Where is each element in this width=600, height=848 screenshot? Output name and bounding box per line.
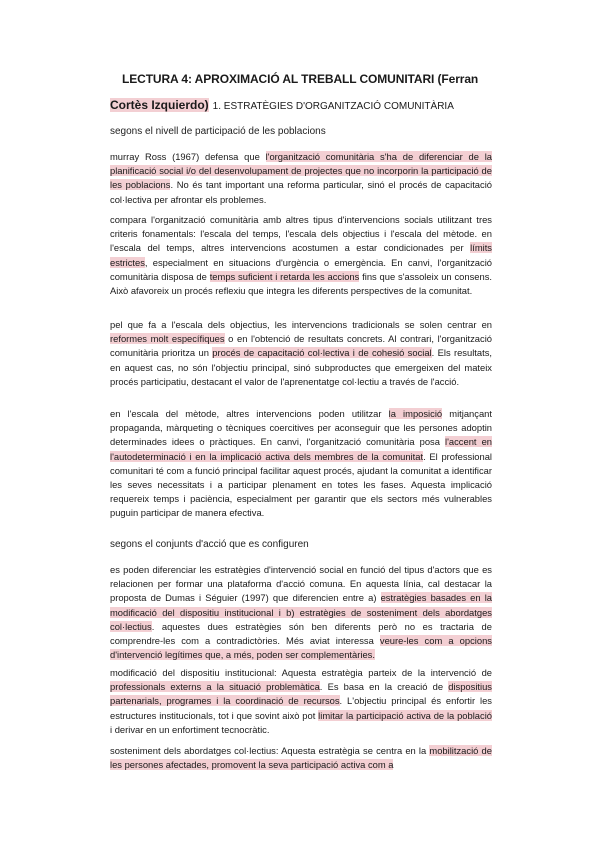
highlighted-text: mobilització de les persones afectades, promovent la seva participació activa com a [110, 745, 492, 771]
text-run: . aquestes dues estratègies són ben diferents però no es tractaria de comprendre-les com a contradictòries. Més aviat interessa [110, 620, 492, 647]
highlighted-text: professionals externs a la situació problemàtica [110, 681, 320, 693]
paragraph-2 [110, 213, 492, 298]
section-title: 1. ESTRATÈGIES D'ORGANITZACIÓ COMUNITÀRIA [212, 101, 454, 112]
text-run: mitjançant propaganda, màrqueting o tècniques coercitives per aconseguir que les persones adoptin determinades idees o pràctiques. En canvi, l'organització comunitària posa [110, 408, 492, 448]
paragraph-4 [110, 407, 492, 521]
text-run: compara l'organització comunitària amb altres tipus d'intervencions socials utilitzant tres criteris fonamentals: l'escala del temps, l'escala dels objectius i l'escala del mètode. en l'escala del temps, altres intervencions acostumen a estar condicionades per [110, 214, 492, 254]
text-run: . L'objectiu principal és enfortir les estructures institucionals, tot i que sovint això pot [110, 695, 492, 721]
text-run: es poden diferenciar les estratègies d'intervenció social en funció del tipus d'actors que es relacionen per formar una plataforma d'acció comuna. En aquesta línia, cal destacar la proposta de Dumas i Séguier (1997) que diferencien entre a) [110, 564, 492, 604]
text-run: murray Ross (1967) defensa que [110, 151, 266, 162]
highlighted-text: l'accent en l'autodeterminació i en la implicació activa dels membres de la comunitat [110, 436, 492, 462]
highlighted-text: temps suficient i retarda les accions [209, 270, 360, 282]
text-run: . No és tant important una reforma particular, sinó el procés de capacitació col·lectiva per afrontar els problemes. [110, 179, 493, 205]
text-run: en l'escala del mètode, altres intervencions poden utilitzar [110, 408, 389, 419]
author-name: Cortès Izquierdo) [110, 98, 209, 112]
highlighted-text: l'organització comunitària s'ha de diferenciar de la planificació social i/o del desenvolupament de projectes que no incorporin la participació de les poblacions [110, 151, 493, 191]
text-run: . El professional comunitari té com a funció principal facilitar aquest procés, ajudant la comunitat a identificar les seves necessitats i a participar plenament en totes les fases. Aquesta implicació requereix temps i paciència, especialment per garantir que els sectors més vulnerables puguin participar de manera efectiva. [110, 450, 493, 519]
document-title: LECTURA 4: APROXIMACIÓ AL TREBALL COMUNITARI (Ferran [122, 72, 479, 86]
paragraph-5 [110, 563, 492, 662]
highlighted-text: dispositius partenarials, programes i la coordinació de recursos [110, 681, 492, 707]
text-run: . Es basa en la creació de [319, 681, 449, 693]
highlighted-text: limitar la participació activa de la població [318, 709, 493, 721]
paragraph-7 [110, 744, 492, 772]
heading-action-sets: segons el conjunts d'acció que es configuren [110, 539, 309, 550]
text-run: modificació del dispositiu institucional: Aquesta estratègia parteix de la intervenció de [110, 667, 492, 678]
paragraph-3 [110, 318, 492, 389]
highlighted-text: límits estrictes [110, 242, 492, 268]
text-run: . Els resultats, en aquest cas, no són l'objectiu principal, sinó subproductes que emergeixen del mateix procés participatiu, destacant el valor de l'aprenentatge col·lectiu a través de l'acció. [110, 347, 493, 387]
highlighted-text: procés de capacitació col·lectiva i de cohesió social [212, 347, 432, 359]
heading-participation: segons el nivell de participació de les poblacions [110, 126, 326, 137]
text-run: , especialment en situacions d'urgència o emergència. En canvi, l'organització comunitària disposa de [110, 256, 492, 282]
document-title-line2 [110, 98, 510, 112]
highlighted-text: estratègies basades en la modificació del dispositiu institucional i b) estratègies de sosteniment dels abordatges col·lectius [110, 592, 493, 632]
text-run: pel que fa a l'escala dels objectius, les intervencions tradicionals se solen centrar en [110, 319, 492, 330]
text-run: i derivar en un enfortiment tecnocràtic. [110, 723, 270, 735]
text-run: sosteniment dels abordatges col·lectius: Aquesta estratègia se centra en la [110, 745, 430, 756]
text-run: fins que s'assoleix un consens. Això afavoreix un procés reflexiu que integra les diferents perspectives de la comunitat. [110, 270, 492, 297]
highlighted-text: veure-les com a opcions d'intervenció legítimes que, a més, poden ser complementàries. [110, 635, 492, 661]
text-run: o en l'obtenció de resultats concrets. Al contrari, l'organització comunitària prioritza un [110, 333, 493, 359]
paragraph-1 [110, 150, 492, 207]
highlighted-text: la imposició [388, 408, 443, 419]
paragraph-6 [110, 666, 492, 737]
highlighted-text: reformes molt específiques [110, 333, 225, 345]
